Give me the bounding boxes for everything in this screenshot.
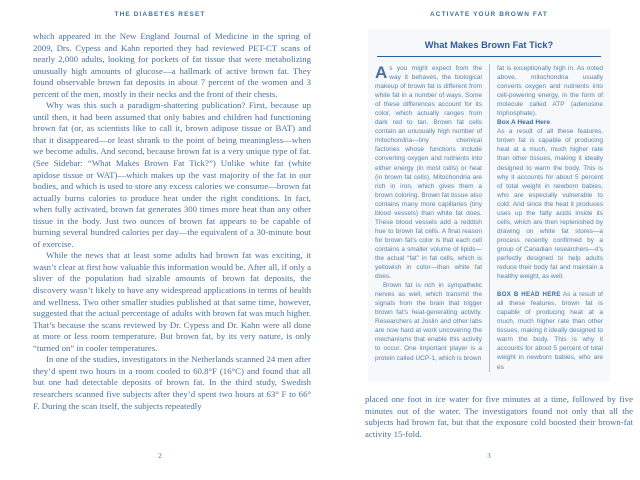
left-page-number: 2 (158, 452, 162, 460)
right-page-body (365, 394, 633, 440)
sidebar-columns (375, 64, 603, 372)
paragraph: While the news that at least some adults had brown fat was exciting, it wasn’t clear at first how valuable this information would be. After all, if only a sliver of the population had sizable amounts of brown fat deposits, the discovery wasn’t likely to have any widespread applications in terms of health and wellness. Two other smaller studies published at that same time, however, suggested that the actual percentage of adults with brown fat was much higher. That’s because the scans reviewed by Dr. Cypess and Dr. Kahn were all done at more or less room temperature. But brown fat, by its very nature, is only “turned on” in cooler temperatures. (33, 250, 311, 353)
right-running-head: ACTIVATE YOUR BROWN FAT (430, 11, 548, 18)
paragraph: which appeared in the New England Journal of Medicine in the spring of 2009, Drs. Cypess and Kahn reported they had reviewed PET-CT scans of nearly 2,000 adults, looking for pockets of fat tissue that were metabolizing unusually high amounts of glucose—a hallmark of active brown fat. They found observable brown fat deposits in about 7 percent of the women and 3 percent of the men, mostly in their necks and the front of their chests. (33, 31, 311, 99)
sidebar-paragraph: As a result of all these features, brown fat is capable of producing heat at a much, much higher rate than other tissues, making it ideally designed to warm the body. This is why it accounts for about 5 percent of total weight in newborn babies, who are especially vulnerable to cold. And since the heat it produces uses up the fatty acids inside its cells, which are then replenished by drawing on white fat stores—a process recently confirmed by a group of Canadian researchers—it’s perfectly designed to help adults reduce their body fat and maintain a healthy weight, as well. (497, 128, 603, 281)
drop-cap: A (375, 63, 388, 82)
sidebar-column-2 (489, 64, 603, 372)
sidebar-box (368, 29, 610, 382)
left-running-head: THE DIABETES RESET (114, 11, 206, 18)
paragraph: Why was this such a paradigm-shattering publication? First, because up until then, it had been assumed that only babies and children had functioning brown fat (or, as scientists like to call it, brown adipose tissue or BAT) and that it disappeared—or least shrank to the point of being meaningless—when we become adults. And second, because brown fat is a very unique type of fat. (See Sidebar: “What Makes Brown Fat Tick?”) Unlike white fat (white apidose tissue or WAT)—which makes up the vast majority of the fat in our bodies, and which is used to store any excess calories we consume—brown fat actually burns calories to produce heat under the right conditions. In fact, when fully activated, brown fat generates 300 times more heat than any other tissue in the body. Just two ounces of brown fat appears to be capable of burning several hundred calories per day—the equivalent of a 30-minute bout of exercise. (33, 100, 311, 249)
sidebar-paragraph: Brown fat is rich in sympathetic nerves as well, which transmit the signals from the brain that trigger brown fat’s heat-generating activity. Researchers at Joslin and other labs are now hard at work uncovering the mechanisms that enable this activity to occur. One important player is a protein called UCP-1, which is brown (375, 282, 482, 362)
sidebar-title: What Makes Brown Fat Tick? (424, 40, 554, 50)
right-page (320, 0, 640, 480)
sidebar-column-1 (375, 64, 489, 372)
box-b-heading: BOX B HEAD HERE (497, 291, 561, 299)
sidebar-paragraph: fat is exceptionally high in. As noted above, mitochondria usually converts oxygen and nutrients into cell-powering energy, in the form of molecule called ATP (adenosine triphosphate). (497, 65, 603, 118)
sidebar-title-rule (377, 56, 601, 57)
sidebar-paragraph (497, 290, 603, 371)
box-a-heading: Box A Head Here (497, 119, 551, 127)
sidebar-paragraph-text: s you might expect from the way it behaves, the biological makeup of brown fat is different from white fat in a number of ways. Some of these differences account for its color, which actually ranges from dark red to tan. Brown fat cells contain an unusually high number of mitochondria—tiny chemical factories whose functions include converting oxygen and nutrients into either energy (in most cells) or heat (in brown fat cells). Mitochondria are rich in iron, which gives them a brown coloring. Brown fat tissue also contains many more capillaries (tiny blood vessels) than white fat does. These blood vessels add a reddish hue to brown fat cells. A final reason for brown fat’s color is that each cell contains a smaller volume of lipids—the actual “fat” in fat cells, which is yellowish in color—than white fat does. (375, 65, 482, 281)
sidebar-paragraph-text: As a result of all these features, brown fat is capable of producing heat at a much, much higher rate than other tissues, making it ideally designed to warm the body. This is why it accounts for about 5 percent of total weight in newborn babies, who are es (497, 291, 603, 371)
paragraph: In one of the studies, investigators in the Netherlands scanned 24 men after they’d spent two hours in a room cooled to 60.8°F (16°C) and found that all but one had detectable deposits of brown fat. In the third study, Swedish researchers scanned five subjects after they’d spent two hours at 63° F to 66° F. During the scan itself, the subjects repeatedly (33, 354, 311, 411)
sidebar-paragraph (375, 64, 482, 281)
right-page-number: 3 (487, 452, 491, 460)
left-page-body (33, 31, 311, 412)
paragraph: placed one foot in ice water for five minutes at a time, followed by five minutes out of the water. The investigators found not only that all the subjects had brown fat, but that the exposure cold boosted their brown-fat activity 15-fold. (365, 394, 633, 439)
